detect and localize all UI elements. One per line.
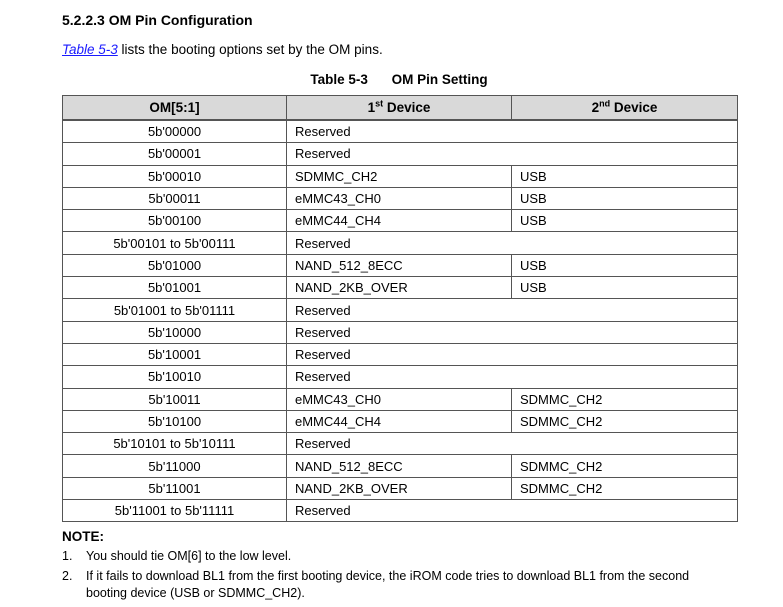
note-list <box>62 548 732 605</box>
table-caption-title: OM Pin Setting <box>391 72 488 87</box>
intro-paragraph <box>62 42 383 57</box>
table-caption-number: Table 5-3 <box>310 72 368 87</box>
om-value-cell: 5b'01000 <box>63 254 287 276</box>
first-device-cell: SDMMC_CH2 <box>287 165 512 187</box>
om-value-cell: 5b'00011 <box>63 187 287 209</box>
second-device-cell: USB <box>512 277 738 299</box>
om-value-cell: 5b'00101 to 5b'00111 <box>63 232 287 254</box>
table-row <box>63 299 738 321</box>
first-device-cell: Reserved <box>287 500 738 522</box>
first-device-cell: NAND_2KB_OVER <box>287 277 512 299</box>
table-row <box>63 410 738 432</box>
om-value-cell: 5b'10011 <box>63 388 287 410</box>
table-row <box>63 366 738 388</box>
first-device-cell: NAND_2KB_OVER <box>287 477 512 499</box>
om-value-cell: 5b'00010 <box>63 165 287 187</box>
first-device-cell: eMMC43_CH0 <box>287 388 512 410</box>
table-row <box>63 321 738 343</box>
second-device-cell: USB <box>512 187 738 209</box>
om-value-cell: 5b'10101 to 5b'10111 <box>63 433 287 455</box>
intro-text: lists the booting options set by the OM pins. <box>117 42 383 57</box>
header-first-device: 1st Device <box>287 96 512 121</box>
note-item <box>62 568 732 602</box>
table-row <box>63 277 738 299</box>
second-device-cell: SDMMC_CH2 <box>512 455 738 477</box>
table-body <box>63 120 738 522</box>
om-value-cell: 5b'00001 <box>63 143 287 165</box>
om-value-cell: 5b'10010 <box>63 366 287 388</box>
om-value-cell: 5b'00000 <box>63 120 287 143</box>
second-device-cell: SDMMC_CH2 <box>512 477 738 499</box>
table-row <box>63 120 738 143</box>
table-row <box>63 143 738 165</box>
header-second-device: 2nd Device <box>512 96 738 121</box>
first-device-cell: eMMC44_CH4 <box>287 410 512 432</box>
first-device-cell: Reserved <box>287 120 738 143</box>
second-device-cell: USB <box>512 165 738 187</box>
header-om: OM[5:1] <box>63 96 287 121</box>
table-row <box>63 433 738 455</box>
first-device-cell: eMMC43_CH0 <box>287 187 512 209</box>
first-device-cell: Reserved <box>287 343 738 365</box>
om-value-cell: 5b'11001 <box>63 477 287 499</box>
table-row <box>63 210 738 232</box>
first-device-cell: Reserved <box>287 143 738 165</box>
table-reference-link[interactable]: Table 5-3 <box>62 42 118 57</box>
note-title: NOTE: <box>62 529 104 544</box>
note-index: 1. <box>62 549 73 563</box>
table-row <box>63 343 738 365</box>
table-row <box>63 254 738 276</box>
om-value-cell: 5b'10001 <box>63 343 287 365</box>
first-device-cell: eMMC44_CH4 <box>287 210 512 232</box>
table-row <box>63 187 738 209</box>
om-value-cell: 5b'10100 <box>63 410 287 432</box>
note-text: You should tie OM[6] to the low level. <box>86 549 292 563</box>
table-row <box>63 388 738 410</box>
om-pin-setting-table <box>62 95 738 522</box>
second-device-cell: USB <box>512 254 738 276</box>
table-row <box>63 500 738 522</box>
table-caption <box>62 72 736 87</box>
om-value-cell: 5b'10000 <box>63 321 287 343</box>
table-row <box>63 455 738 477</box>
second-device-cell: SDMMC_CH2 <box>512 410 738 432</box>
om-value-cell: 5b'11000 <box>63 455 287 477</box>
section-heading: 5.2.2.3 OM Pin Configuration <box>62 12 253 28</box>
table-row <box>63 477 738 499</box>
note-text: If it fails to download BL1 from the first booting device, the iROM code tries to download BL1 from the second booting device (USB or SDMMC_CH2). <box>86 569 690 600</box>
first-device-cell: Reserved <box>287 321 738 343</box>
second-device-cell: USB <box>512 210 738 232</box>
first-device-cell: NAND_512_8ECC <box>287 254 512 276</box>
om-value-cell: 5b'01001 to 5b'01111 <box>63 299 287 321</box>
om-value-cell: 5b'00100 <box>63 210 287 232</box>
om-value-cell: 5b'01001 <box>63 277 287 299</box>
first-device-cell: Reserved <box>287 366 738 388</box>
second-device-cell: SDMMC_CH2 <box>512 388 738 410</box>
om-value-cell: 5b'11001 to 5b'11111 <box>63 500 287 522</box>
note-item <box>62 548 732 565</box>
first-device-cell: NAND_512_8ECC <box>287 455 512 477</box>
table-header-row <box>63 96 738 121</box>
first-device-cell: Reserved <box>287 299 738 321</box>
note-index: 2. <box>62 569 73 583</box>
table-row <box>63 165 738 187</box>
first-device-cell: Reserved <box>287 433 738 455</box>
table-row <box>63 232 738 254</box>
first-device-cell: Reserved <box>287 232 738 254</box>
